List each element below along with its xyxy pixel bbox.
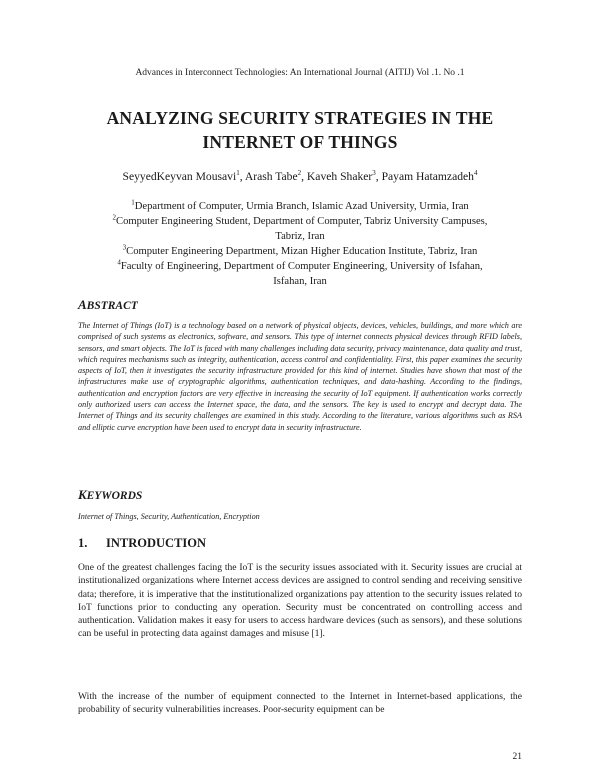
author-sup: 3	[372, 169, 376, 178]
author-name: SeyyedKeyvan Mousavi	[122, 170, 237, 183]
abstract-text: The Internet of Things (IoT) is a technology based on a network of physical objects, devices, vehicles, buildings, and more which are comprised of such systems as electronics, software, and sensors. This type of internet connects physical devices through RFID labels, sensors, and smart objects. The IoT is faced with many challenges including data security, privacy maintenance, data quality and trust, which requires mechanisms such as integrity, authentication, access control and confidentiality. First, this paper examines the security aspects of IoT, then it investigates the security infrastructure provided for this kind of internet. Studies have shown that most of the infrastructures make use of cryptographic algorithms, authentication techniques, and data-hashing. According to the findings, authentication and encryption factors are very effective in increasing the security of IoT equipment. If authentication works correctly only authorized users can access the Internet space, the data, and the sensors. The key is used to encrypt and decrypt data. The Internet of Things and its security challenges are examined in this study. According to the literature, various algorithms such as RSA and elliptic curve encryption have been used to encrypt data in security infrastructure.	[78, 321, 522, 432]
affiliation-2-cont: Tabriz, Iran	[275, 231, 325, 242]
title-line-2: INTERNET OF THINGS	[202, 132, 398, 152]
intro-paragraph-2: With the increase of the number of equipment connected to the Internet in Internet-based applications, the probability of security vulnerabilities increases. Poor-security equipment can be	[78, 691, 522, 716]
author-name: Arash Tabe	[244, 170, 298, 183]
introduction-heading: 1. INTRODUCTION	[78, 536, 207, 550]
affiliations	[70, 199, 530, 289]
author-list: SeyyedKeyvan Mousavi$^1$, Arash Tabe$^2$, Kaveh Shaker$^3$, Payam Hatamzadeh$^4$	[122, 169, 478, 183]
affiliation-1: $^1$Department of Computer, Urmia Branch, Islamic Azad University, Urmia, Iran	[131, 198, 469, 212]
abstract-heading: ABSTRACT	[78, 297, 138, 312]
journal-header: Advances in Interconnect Technologies: An International Journal (AITIJ) Vol .1. No .1	[135, 68, 465, 78]
title-line-1: ANALYZING SECURITY STRATEGIES IN THE	[106, 108, 494, 128]
author-name: Payam Hatamzadeh	[381, 170, 474, 183]
keywords-heading: KEYWORDS	[78, 487, 143, 502]
affiliation-3: $^3$Computer Engineering Department, Mizan Higher Education Institute, Tabriz, Iran	[122, 243, 478, 257]
affiliation-4: $^4$Faculty of Engineering, Department of Computer Engineering, University of Isfahan,	[117, 258, 483, 272]
intro-paragraph-1: One of the greatest challenges facing the IoT is the security issues associated with it. Security issues are crucial at institutionalized organizations where Internet access devices are assigned to control sending and receiving sensitive data; therefore, it is imperative that the institutionalized organizations pay attention to the security issues related to IoT functions prior to conducting any operation. Security must be concentrated on controlling access and authentication. Validation makes it easy for users to access hardware devices (such as sensors), and these solutions can be useful in protecting data against damages and misuse [1].	[78, 562, 522, 640]
author-sup: 2	[297, 169, 302, 178]
author-sup: 4	[473, 169, 478, 178]
author-name: Kaveh Shaker	[306, 170, 373, 183]
affiliation-4-cont: Isfahan, Iran	[273, 276, 327, 287]
author-sup: 1	[236, 169, 240, 178]
page-number: 21	[512, 752, 522, 762]
paper-title	[60, 106, 540, 154]
keywords-text: Internet of Things, Security, Authentication, Encryption	[78, 512, 260, 521]
affiliation-2: $^2$Computer Engineering Student, Department of Computer, Tabriz University Campuses,	[112, 213, 488, 227]
